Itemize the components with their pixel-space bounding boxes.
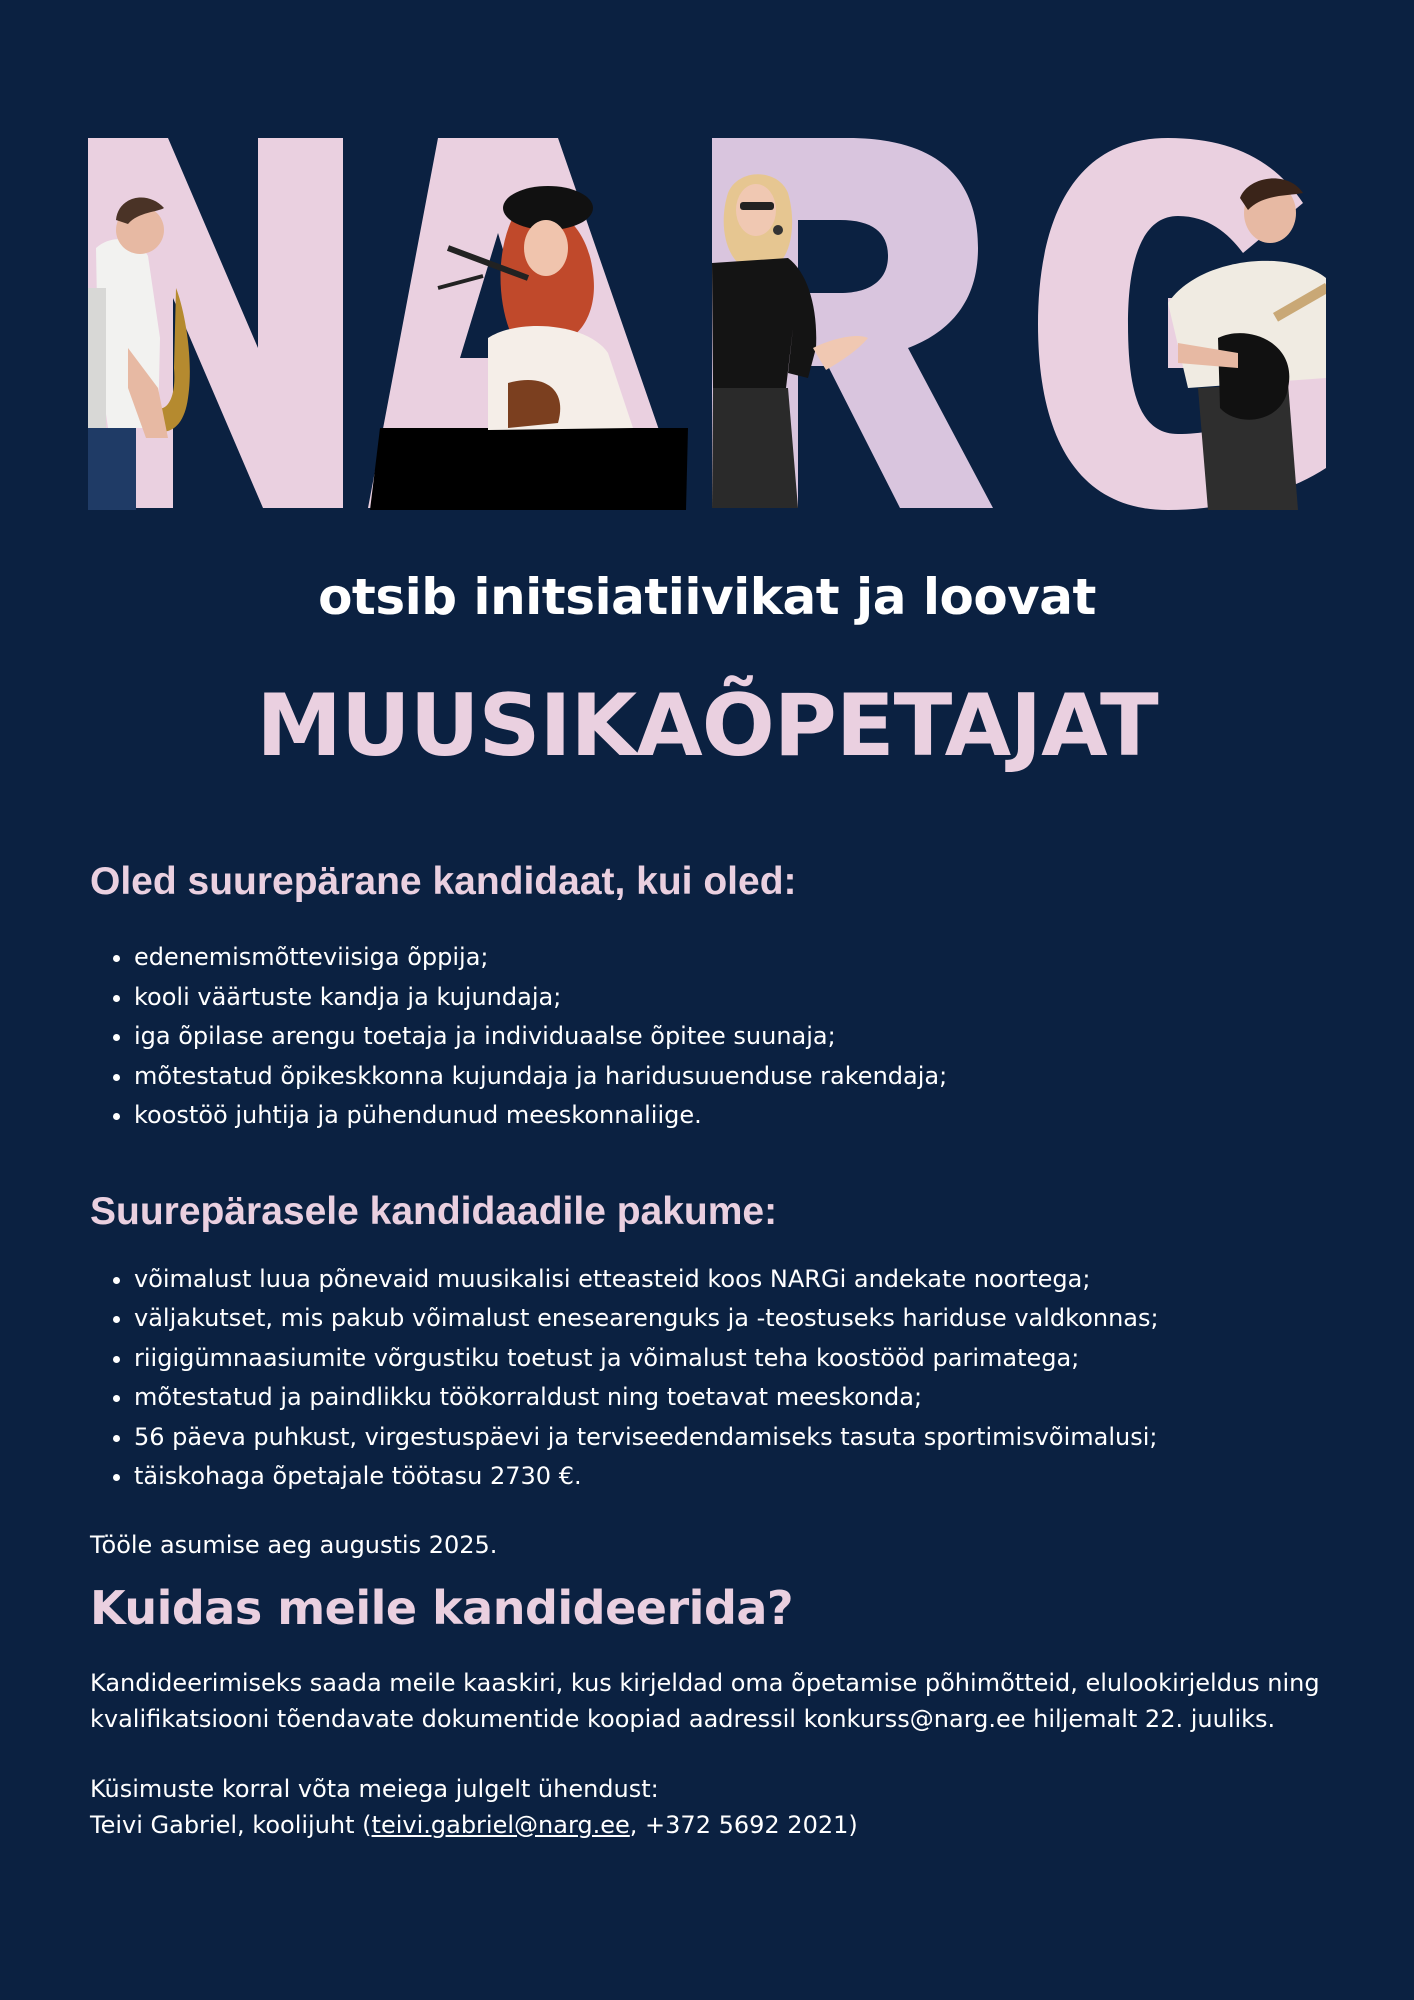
- list-item: • edenemismõtteviisiga õppija;: [134, 938, 1350, 978]
- contact-person: Teivi Gabriel, koolijuht (: [90, 1810, 372, 1839]
- contact-intro: Küsimuste korral võta meiega julgelt ühendust:: [90, 1774, 659, 1803]
- qualities-heading: Oled suurepärane kandidaat, kui oled:: [90, 860, 797, 903]
- offer-heading: Suurepärasele kandidaadile pakume:: [90, 1189, 778, 1233]
- contact-phone: , +372 5692 2021): [629, 1810, 858, 1839]
- list-item: • riigigümnaasiumite võrgustiku toetust ja võimalust teha koostööd parimatega;: [134, 1339, 1350, 1379]
- apply-heading: Kuidas meile kandideerida?: [90, 1580, 794, 1635]
- tagline: otsib initsiatiivikat ja loovat: [318, 568, 1096, 626]
- list-item: • 56 päeva puhkust, virgestuspäevi ja terviseedendamiseks tasuta sportimisvõimalusi;: [134, 1418, 1350, 1458]
- job-title: MUUSIKAÕPETAJAT: [256, 676, 1158, 776]
- narg-logo-graphic: [88, 138, 1326, 510]
- list-item: • koostöö juhtija ja pühendunud meeskonnaliige.: [134, 1096, 1350, 1136]
- list-item: • iga õpilase arengu toetaja ja individuaalse õpitee suunaja;: [134, 1017, 1350, 1057]
- apply-instructions: Kandideerimiseks saada meile kaaskiri, kus kirjeldad oma õpetamise põhimõtteid, elulookirjeldus ning kvalifikatsiooni tõendavate dokumentide koopiad aadressil konkurss@narg.ee hiljemalt 22. juuliks.: [90, 1668, 1320, 1733]
- list-item: • kooli väärtuste kandja ja kujundaja;: [134, 978, 1350, 1018]
- list-item: • väljakutset, mis pakub võimalust enesearenguks ja -teostuseks hariduse valdkonnas;: [134, 1299, 1350, 1339]
- offer-list: [90, 1260, 1350, 1497]
- list-item: • võimalust luua põnevaid muusikalisi etteasteid koos NARGi andekate noortega;: [134, 1260, 1350, 1300]
- list-item: • täiskohaga õpetajale töötasu 2730 €.: [134, 1457, 1350, 1497]
- singer-photo: [712, 174, 868, 508]
- list-item: • mõtestatud ja paindlikku töökorraldust ning toetavat meeskonda;: [134, 1378, 1350, 1418]
- qualities-list: [90, 938, 1350, 1136]
- contact-email-link[interactable]: teivi.gabriel@narg.ee: [371, 1810, 630, 1839]
- start-date: Tööle asumise aeg augustis 2025.: [90, 1530, 498, 1559]
- list-item: • mõtestatud õpikeskkonna kujundaja ja haridusuuenduse rakendaja;: [134, 1057, 1350, 1097]
- job-ad-body: [90, 848, 1350, 1843]
- narg-logo: [88, 138, 1326, 510]
- contact-block: [90, 1771, 1350, 1843]
